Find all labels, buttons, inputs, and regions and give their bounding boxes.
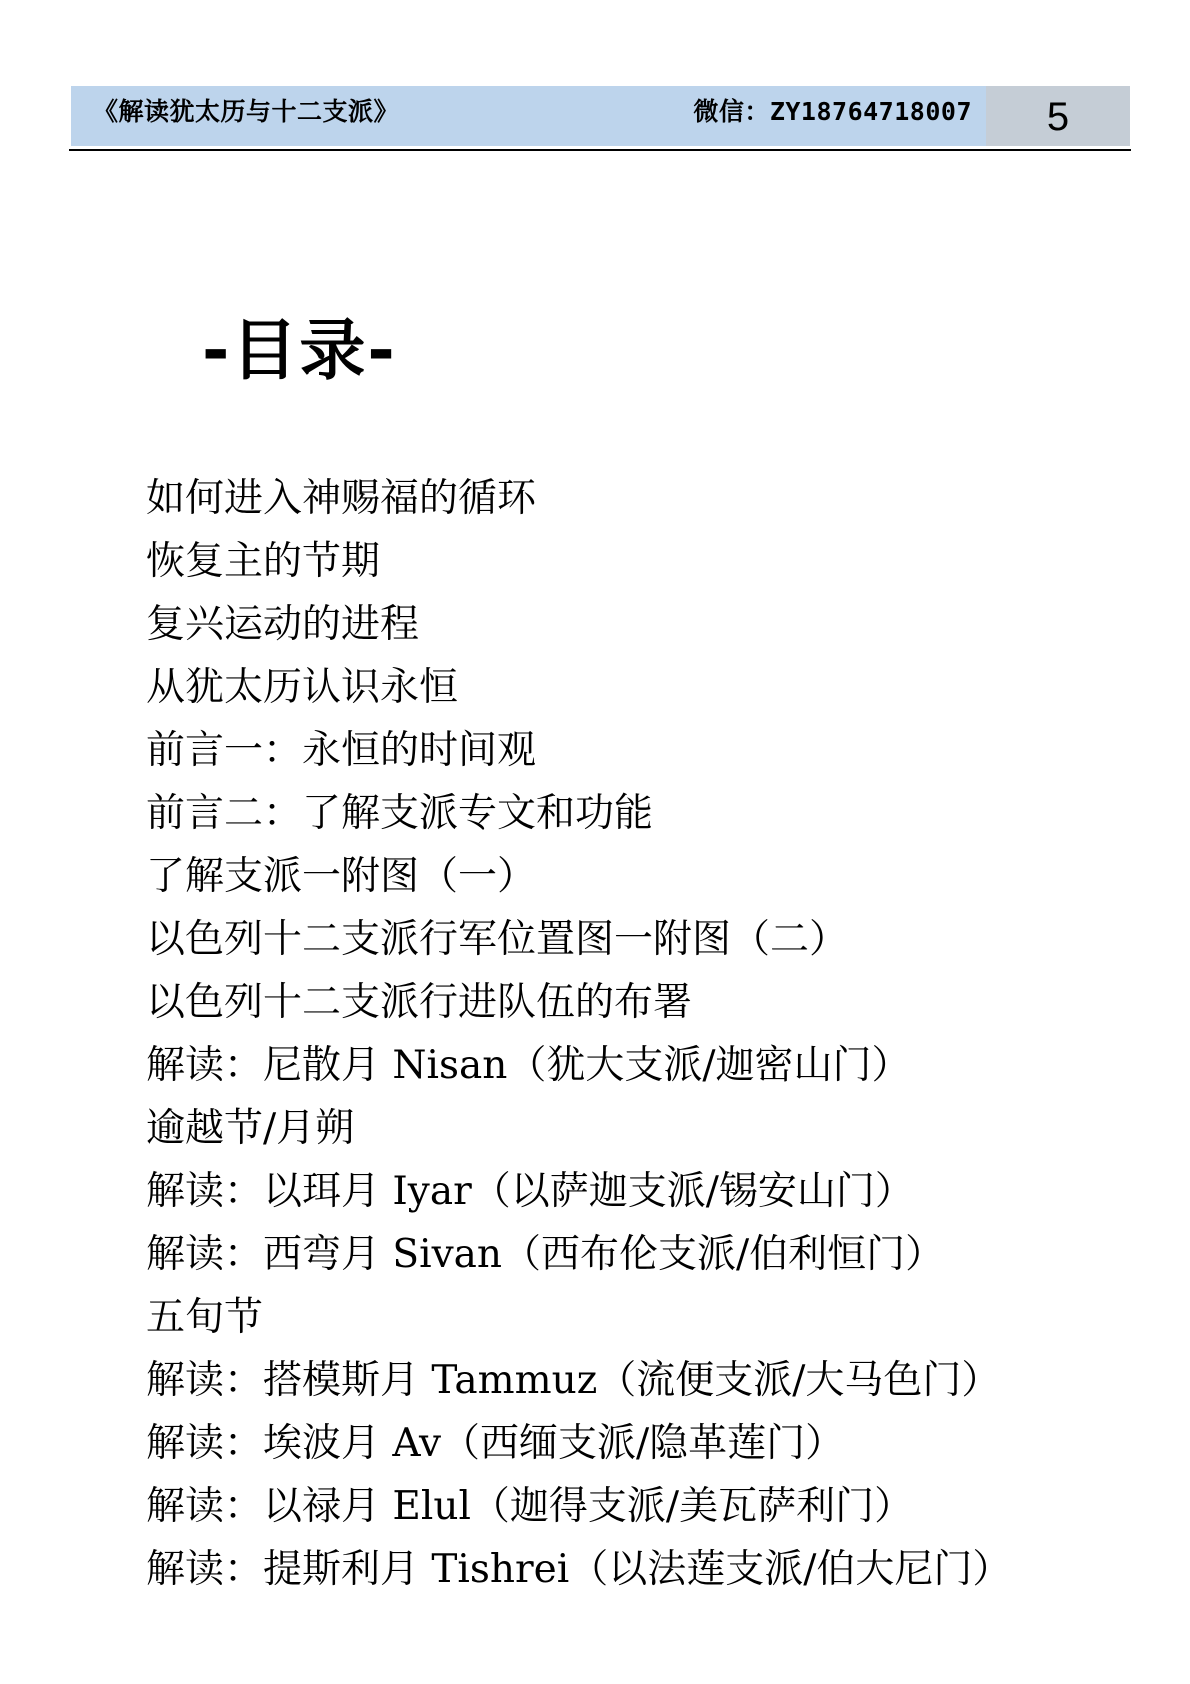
toc-item[interactable]: 恢复主的节期 bbox=[146, 539, 381, 584]
toc-item[interactable]: 以色列十二支派行军位置图一附图（二） bbox=[146, 917, 849, 962]
book-title: 《解读犹太历与十二支派》 bbox=[93, 97, 400, 126]
wechat-contact: 微信：ZY18764718007 bbox=[693, 97, 972, 126]
toc-item[interactable]: 解读：西弯月 Sivan（西布伦支派/伯利恒门） bbox=[146, 1232, 945, 1277]
toc-item[interactable]: 复兴运动的进程 bbox=[146, 602, 420, 647]
toc-list bbox=[146, 467, 1146, 1601]
toc-item[interactable]: 了解支派一附图（一） bbox=[146, 854, 537, 899]
toc-item[interactable]: 前言一：永恒的时间观 bbox=[146, 728, 537, 773]
toc-item[interactable]: 解读：尼散月 Nisan（犹大支派/迦密山门） bbox=[146, 1043, 911, 1088]
toc-item[interactable]: 以色列十二支派行进队伍的布署 bbox=[146, 980, 693, 1025]
page-header bbox=[71, 86, 1130, 146]
toc-item[interactable]: 解读：以珥月 Iyar（以萨迦支派/锡安山门） bbox=[146, 1169, 914, 1214]
header-bar bbox=[71, 86, 986, 146]
page-number: 5 bbox=[986, 86, 1130, 146]
toc-item[interactable]: 解读：以禄月 Elul（迦得支派/美瓦萨利门） bbox=[146, 1484, 914, 1529]
header-divider bbox=[69, 149, 1131, 151]
toc-item[interactable]: 解读：搭模斯月 Tammuz（流便支派/大马色门） bbox=[146, 1358, 1001, 1403]
toc-item[interactable]: 解读：埃波月 Av（西缅支派/隐革莲门） bbox=[146, 1421, 845, 1466]
toc-heading: -目录- bbox=[202, 312, 397, 389]
toc-item[interactable]: 逾越节/月朔 bbox=[146, 1106, 355, 1151]
toc-item[interactable]: 从犹太历认识永恒 bbox=[146, 665, 459, 710]
toc-item[interactable]: 如何进入神赐福的循环 bbox=[146, 476, 537, 521]
toc-item[interactable]: 五旬节 bbox=[146, 1295, 264, 1340]
toc-item[interactable]: 解读：提斯利月 Tishrei（以法莲支派/伯大尼门） bbox=[146, 1547, 1012, 1592]
toc-item[interactable]: 前言二：了解支派专文和功能 bbox=[146, 791, 654, 836]
